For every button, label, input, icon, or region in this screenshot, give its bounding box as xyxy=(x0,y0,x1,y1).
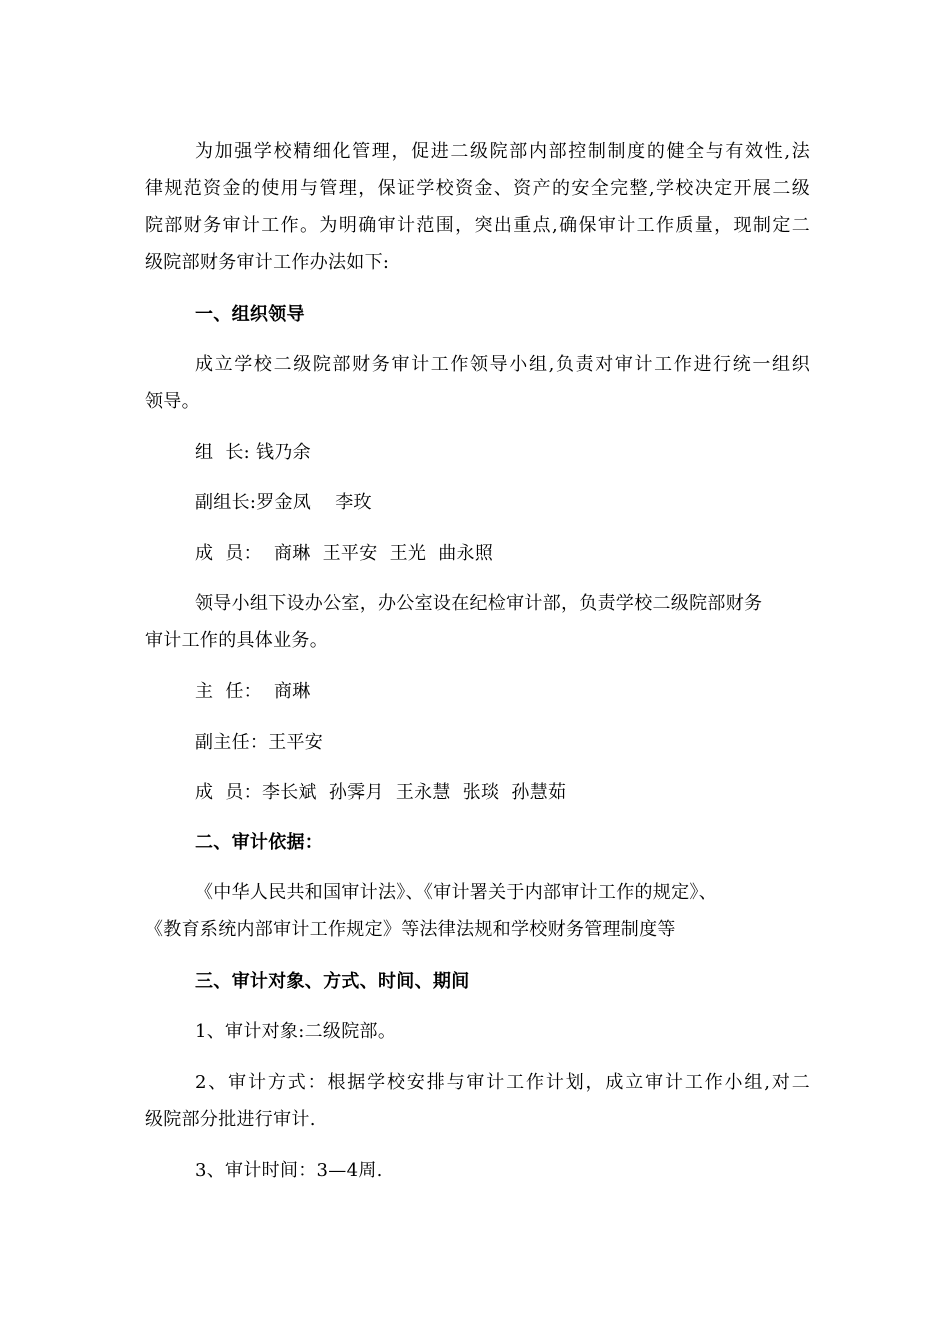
office-line-2: 审计工作的具体业务。 xyxy=(145,630,328,651)
section2-heading: 二、审计依据： xyxy=(195,832,324,853)
section3-heading: 三、审计对象、方式、时间、期间 xyxy=(195,971,470,992)
intro-line-1: 为加强学校精细化管理，促进二级院部内部控制制度的健全与有效性,法 xyxy=(195,141,810,162)
section3-item-3: 3、审计时间：3—4周. xyxy=(195,1160,383,1181)
section2-line-2: 《教育系统内部审计工作规定》等法律法规和学校财务管理制度等 xyxy=(145,919,676,940)
section1-heading: 一、组织领导 xyxy=(195,304,305,325)
intro-line-2: 律规范资金的使用与管理，保证学校资金、资产的安全完整,学校决定开展二级 xyxy=(145,178,810,199)
section3-item-2-line-2: 级院部分批进行审计. xyxy=(145,1109,316,1130)
office-members: 成 员：李长斌 孙霁月 王永慧 张琰 孙慧茹 xyxy=(195,782,567,803)
section1-p1-line-1: 成立学校二级院部财务审计工作领导小组,负责对审计工作进行统一组织 xyxy=(195,354,810,375)
office-deputy-director: 副主任：王平安 xyxy=(195,732,324,753)
deputy-group-leader: 副组长:罗金凤 李玫 xyxy=(195,492,372,513)
group-members: 成 员： 商琳 王平安 王光 曲永照 xyxy=(195,543,494,564)
section3-item-2-line-1: 2、审计方式：根据学校安排与审计工作计划，成立审计工作小组,对二 xyxy=(195,1072,810,1093)
group-leader: 组 长: 钱乃余 xyxy=(195,442,311,463)
office-director: 主 任： 商琳 xyxy=(195,681,311,702)
section3-item-1: 1、审计对象:二级院部。 xyxy=(195,1021,397,1042)
intro-line-3: 院部财务审计工作。为明确审计范围，突出重点,确保审计工作质量，现制定二 xyxy=(145,215,810,236)
section1-p1-line-2: 领导。 xyxy=(145,391,200,412)
office-line-1: 领导小组下设办公室，办公室设在纪检审计部，负责学校二级院部财务 xyxy=(195,593,763,614)
intro-line-4: 级院部财务审计工作办法如下: xyxy=(145,252,390,273)
section2-line-1: 《中华人民共和国审计法》、《审计署关于内部审计工作的规定》、 xyxy=(195,882,717,903)
